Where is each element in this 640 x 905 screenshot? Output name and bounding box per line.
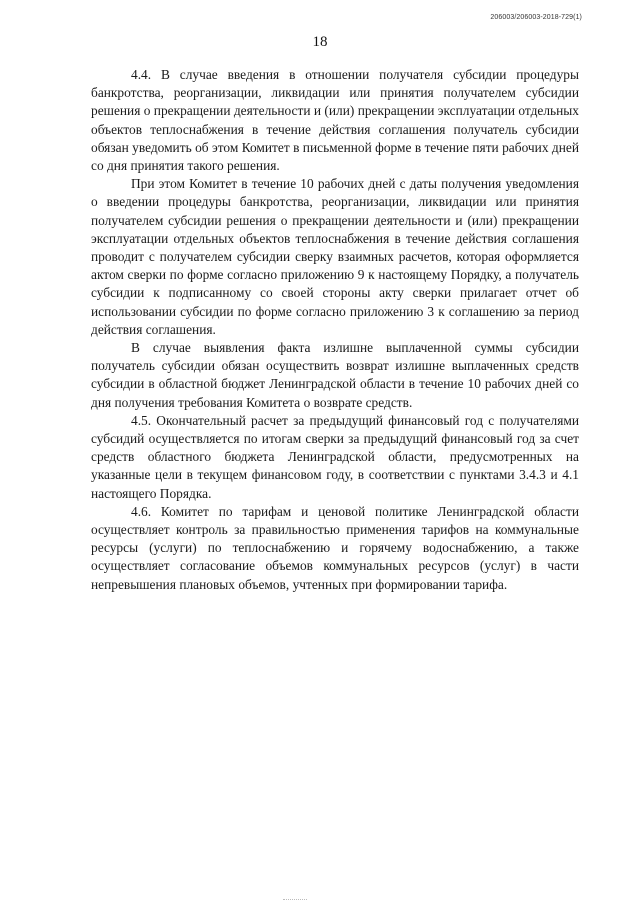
paragraph-4-4: 4.4. В случае введения в отношении получателя субсидии процедуры банкротства, реорганизации, ликвидации или принятия получателем субсидии решения о прекращении деятельности и (или) прекращении эксплуатации отдельных объектов теплоснабжения в течение действия соглашения получатель субсидии обязан уведомить об этом Комитет в письменной форме в течение пяти рабочих дней со дня принятия такого решения. (91, 67, 579, 174)
paragraph-4-6: 4.6. Комитет по тарифам и ценовой политике Ленинградской области осуществляет контроль за правильностью применения тарифов на коммунальные ресурсы (услуги) по теплоснабжению и горячему водоснабжению, а также осуществляет согласование объемов коммунальных ресурсов (услуг) в части непревышения плановых объемов, учтенных при формировании тарифа. (91, 503, 579, 592)
paragraph-4-5: 4.5. Окончательный расчет за предыдущий финансовый год с получателями субсидий осуществляется по итогам сверки за предыдущий финансовый год за счет средств областного бюджета Ленинградской области, предусмотренных на указанные цели в текущем финансовом году, в соответствии с пунктами 3.4.3 и 4.1 настоящего Порядка. (91, 412, 579, 501)
paragraph-reconciliation: При этом Комитет в течение 10 рабочих дней с даты получения уведомления о введении процедуры банкротства, реорганизации, ликвидации или принятия получателем субсидии решения о прекращении деятельности и (или) прекращении эксплуатации отдельных объектов теплоснабжения в течение действия соглашения проводит с получателем субсидии сверку взаимных расчетов, которая оформляется актом сверки по форме согласно приложению 9 к настоящему Порядку, а получатель субсидии к подписанному со своей стороны акту сверки прилагает отчет об использовании субсидии по форме согласно приложению 3 к соглашению за период действия соглашения. (91, 176, 579, 337)
scan-footer-mark (283, 899, 307, 901)
document-body (91, 66, 579, 594)
document-code: 206003/206003-2018-729(1) (490, 14, 582, 21)
page-number: 18 (312, 34, 328, 50)
paragraph-overpayment-refund: В случае выявления факта излишне выплаченной суммы субсидии получатель субсидии обязан осуществить возврат излишне выплаченных средств субсидии в областной бюджет Ленинградской области в течение 10 рабочих дней со дня получения требования Комитета о возврате средств. (91, 340, 579, 410)
